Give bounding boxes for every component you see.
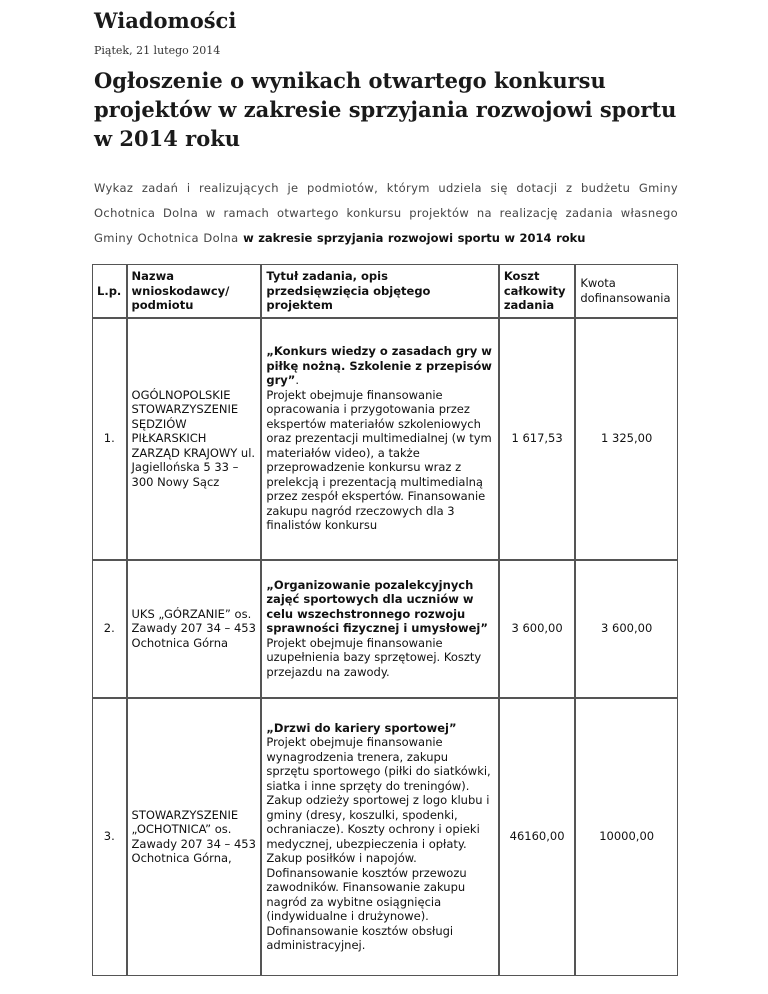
table-row (92, 698, 678, 976)
task-title: „Konkurs wiedzy o zasadach gry w piłkę nożną. Szkolenie z przepisów gry” (266, 344, 492, 388)
post-date: Piątek, 21 lutego 2014 (94, 44, 221, 57)
row-lp: 1. (92, 318, 127, 560)
row-applicant: OGÓLNOPOLSKIE STOWARZYSZENIE SĘDZIÓW PIŁKARSKICH ZARZĄD KRAJOWY ul. Jagiellońska 5 33 – 300 Nowy Sącz (127, 318, 262, 560)
table-row (92, 560, 678, 698)
results-table (92, 264, 678, 976)
site-title[interactable]: Wiadomości (94, 8, 237, 33)
header-cost: Koszt całkowity zadania (499, 264, 575, 318)
header-grant: Kwota dofinansowania (575, 264, 678, 318)
row-lp: 3. (92, 698, 127, 976)
table-header-row (92, 264, 678, 318)
row-grant-amount: 1 325,00 (575, 318, 678, 560)
row-applicant: UKS „GÓRZANIE” os. Zawady 207 34 – 453 Ochotnica Górna (127, 560, 262, 698)
post-title[interactable]: Ogłoszenie o wynikach otwartego konkursu projektów w zakresie sprzyjania rozwojowi sportu w 2014 roku (94, 68, 677, 151)
row-task (261, 318, 498, 560)
row-total-cost: 3 600,00 (499, 560, 575, 698)
row-grant-amount: 10000,00 (575, 698, 678, 976)
task-description: Projekt obejmuje finansowanie opracowania i przygotowania przez ekspertów materiałów szkoleniowych oraz prezentacji multimedialnej (w tym materiałów video), a także przeprowadzenie konkursu wraz z prelekcją i prezentacją multimedialną przez zespół ekspertów. Finansowanie zakupu nagród rzeczowych dla 3 finalistów konkursu (266, 387, 492, 533)
table-row (92, 318, 678, 560)
task-description: Projekt obejmuje finansowanie wynagrodzenia trenera, zakupu sprzętu sportowego (piłki do siatkówki, siatka i inne sprzęty do treningów). Zakup odzieży sportowej z logo klubu i gminy (dresy, koszulki, spodenki, ochraniacze). Koszty ochrony i opieki medycznej, ubezpieczenia i opłaty. Zakup posiłków i napojów. Dofinansowanie kosztów przewozu zawodników. Finansowanie zakupu nagród za wybitne osiągnięcia (indywidualne i drużynowe). Dofinansowanie kosztów obsługi administracyjnej. (266, 735, 491, 952)
intro-paragraph (94, 176, 678, 251)
header-name: Nazwa wnioskodawcy/ podmiotu (127, 264, 262, 318)
row-grant-amount: 3 600,00 (575, 560, 678, 698)
row-total-cost: 46160,00 (499, 698, 575, 976)
task-title: „Organizowanie pozalekcyjnych zajęć sportowych dla uczniów w celu wszechstronnego rozwoju sprawności fizycznej i umysłowej” (266, 577, 488, 636)
intro-text: Wykaz zadań i realizujących je podmiotów, którym udziela się dotacji z budżetu Gminy Ochotnica Dolna w ramach otwartego konkursu projektów na realizację zadania własnego Gminy Ochotnica Dolna (94, 181, 678, 245)
task-title: „Drzwi do kariery sportowej” (266, 720, 457, 735)
row-applicant: STOWARZYSZENIE „OCHOTNICA” os. Zawady 207 34 – 453 Ochotnica Górna, (127, 698, 262, 976)
row-task (261, 698, 498, 976)
header-task: Tytuł zadania, opis przedsięwzięcia objętego projektem (261, 264, 498, 318)
task-description: Projekt obejmuje finansowanie uzupełnienia bazy sprzętowej. Koszty przejazdu na zawody. (266, 635, 482, 679)
header-lp: L.p. (92, 264, 127, 318)
row-task (261, 560, 498, 698)
intro-bold-text: w zakresie sprzyjania rozwojowi sportu w 2014 roku (243, 231, 586, 245)
row-lp: 2. (92, 560, 127, 698)
task-title-suffix: . (295, 373, 299, 388)
row-total-cost: 1 617,53 (499, 318, 575, 560)
